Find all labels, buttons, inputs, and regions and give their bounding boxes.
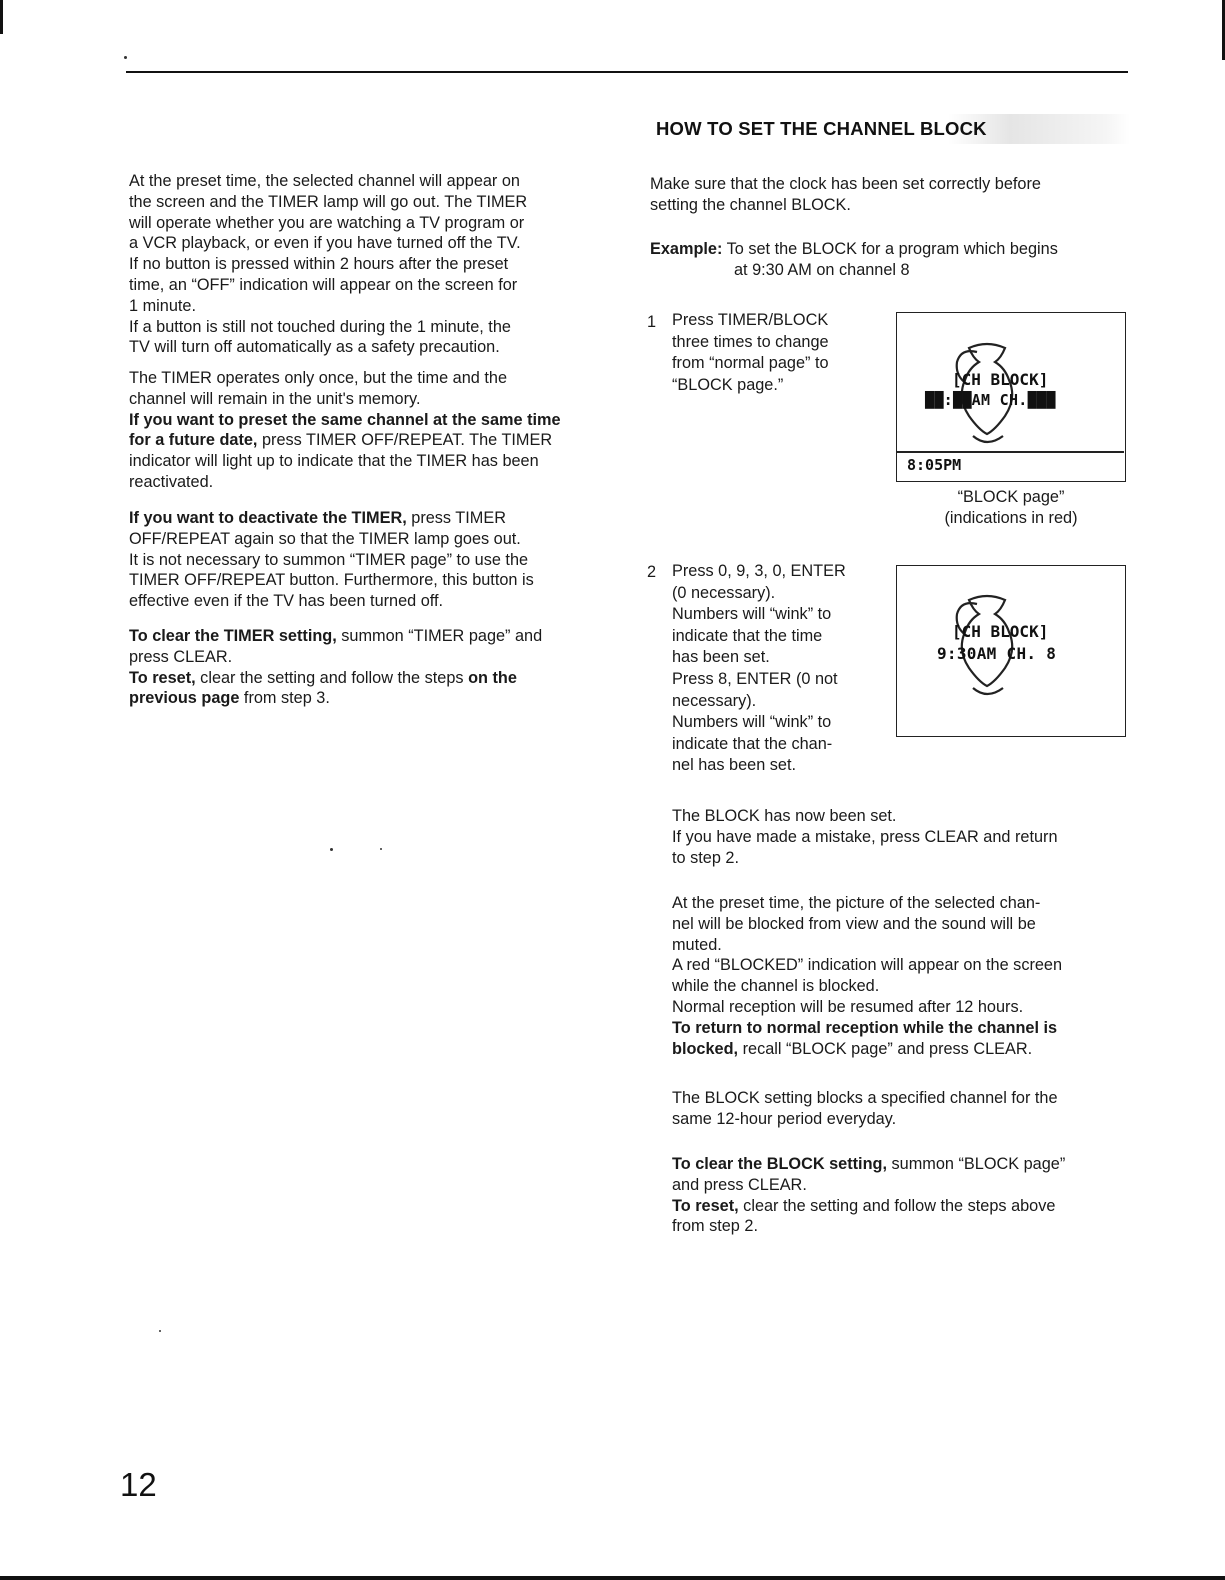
text-line: the screen and the TIMER lamp will go out. The TIMER	[129, 192, 528, 211]
text-line: Numbers will “wink” to	[672, 605, 832, 624]
section-heading	[650, 114, 1130, 144]
text-line: time, an “OFF” indication will appear on the screen for	[129, 275, 518, 294]
block-preset-paragraph	[672, 893, 1127, 1059]
timer-operation-paragraph	[129, 171, 604, 358]
scan-speck	[380, 848, 382, 850]
text-line: same 12-hour period everyday.	[672, 1109, 897, 1128]
text-span: from step 3.	[239, 689, 330, 708]
footer-rule	[0, 1576, 1225, 1580]
text-line	[672, 1039, 1127, 1060]
text-line: to step 2.	[672, 848, 739, 867]
text-line: nel will be blocked from view and the sound will be	[672, 914, 1036, 933]
text-line: at 9:30 AM on channel 8	[734, 260, 910, 279]
text-line: setting the channel BLOCK.	[650, 195, 851, 214]
screen-title: [CH BLOCK]	[952, 622, 1049, 641]
screen-title: [CH BLOCK]	[952, 370, 1049, 389]
text-line: TV will turn off automatically as a safety precaution.	[129, 338, 500, 357]
text-line: At the preset time, the selected channel will appear on	[129, 172, 520, 190]
text-line: will operate whether you are watching a TV program or	[129, 213, 525, 232]
text-line: Press 0, 9, 3, 0, ENTER	[672, 562, 846, 580]
text-span: summon “TIMER page” and	[336, 627, 543, 645]
text-line: Make sure that the clock has been set correctly before	[650, 175, 1041, 193]
section-heading-text: HOW TO SET THE CHANNEL BLOCK	[656, 118, 987, 139]
text-span: clear the setting and follow the steps	[195, 668, 469, 687]
text-line: channel will remain in the unit's memory.	[129, 389, 421, 408]
caption-line: “BLOCK page”	[957, 488, 1065, 506]
bold-phrase: To reset,	[129, 668, 196, 687]
text-line: Press 8, ENTER (0 not	[672, 669, 838, 688]
text-line: indicate that the time	[672, 626, 823, 645]
text-line: nel has been set.	[672, 756, 797, 775]
text-line: 1 minute.	[129, 296, 196, 315]
text-line: Press TIMER/BLOCK	[672, 311, 829, 329]
text-line	[129, 626, 604, 647]
step2-instructions	[672, 561, 882, 777]
text-line	[129, 430, 604, 451]
scan-speck	[330, 848, 333, 851]
bold-phrase: To clear the TIMER setting,	[129, 627, 337, 645]
text-line: The BLOCK has now been set.	[672, 807, 897, 825]
scan-speck	[124, 56, 127, 59]
block-period-paragraph	[672, 1088, 1127, 1130]
text-span: To set the BLOCK for a program which begins	[722, 240, 1058, 258]
text-line: Numbers will “wink” to	[672, 713, 832, 732]
text-line: reactivated.	[129, 472, 214, 491]
text-span: clear the setting and follow the steps above	[738, 1196, 1056, 1215]
bold-phrase: on the	[468, 668, 517, 687]
page-number: 12	[120, 1466, 157, 1503]
text-line	[129, 668, 604, 689]
text-line-bold: To return to normal reception while the channel is	[672, 1018, 1058, 1037]
text-span: recall “BLOCK page” and press CLEAR.	[738, 1039, 1033, 1058]
scan-speck	[159, 1330, 161, 1332]
text-line: a VCR playback, or even if you have turned off the TV.	[129, 234, 521, 253]
text-line: (0 necessary).	[672, 583, 776, 602]
text-line: press CLEAR.	[129, 647, 233, 666]
example-label: Example:	[650, 240, 723, 258]
caption-line: (indications in red)	[944, 509, 1078, 527]
text-line: effective even if the TV has been turned off.	[129, 592, 444, 611]
text-line	[672, 1196, 1127, 1217]
text-line	[129, 508, 604, 529]
timer-clear-paragraph	[129, 626, 604, 709]
text-line: indicator will light up to indicate that the TIMER has been	[129, 452, 539, 471]
block-set-screen	[896, 565, 1126, 737]
text-line: If no button is pressed within 2 hours after the preset	[129, 255, 509, 274]
text-span: press TIMER OFF/REPEAT. The TIMER	[257, 431, 553, 450]
text-line: OFF/REPEAT again so that the TIMER lamp goes out.	[129, 529, 521, 548]
text-line: TIMER OFF/REPEAT button. Furthermore, this button is	[129, 571, 534, 590]
text-line: muted.	[672, 935, 722, 954]
timer-deactivate-paragraph	[129, 508, 604, 612]
bold-phrase: If you want to deactivate the TIMER,	[129, 509, 407, 527]
text-line: from step 2.	[672, 1217, 758, 1236]
screen-time-channel: ██:██AM CH.███	[925, 391, 1056, 409]
block-set-paragraph	[672, 806, 1127, 868]
step-number: 1	[647, 313, 657, 331]
text-line: It is not necessary to summon “TIMER page” to use the	[129, 550, 529, 569]
header-rule	[126, 71, 1128, 73]
text-line: necessary).	[672, 691, 757, 710]
text-line: indicate that the chan-	[672, 734, 833, 753]
timer-repeat-paragraph	[129, 368, 604, 493]
block-intro-paragraph	[650, 174, 1125, 216]
example-paragraph	[650, 239, 1125, 281]
text-line: and press CLEAR.	[672, 1175, 807, 1194]
bold-phrase: previous page	[129, 689, 240, 708]
bold-phrase: To reset,	[672, 1196, 739, 1215]
text-line: has been set.	[672, 648, 770, 667]
text-line: “BLOCK page.”	[672, 375, 784, 394]
text-line: Normal reception will be resumed after 12 hours.	[672, 997, 1024, 1016]
bold-phrase: for a future date,	[129, 431, 258, 450]
text-line	[129, 688, 604, 709]
text-line: from “normal page” to	[672, 354, 829, 373]
text-span: press TIMER	[406, 509, 506, 527]
text-line: At the preset time, the picture of the selected chan-	[672, 894, 1041, 912]
screen-divider	[897, 451, 1124, 453]
block-page-screen	[896, 312, 1126, 482]
step-number: 2	[647, 563, 657, 581]
step1-instructions	[672, 310, 882, 396]
text-line: If you have made a mistake, press CLEAR and return	[672, 827, 1058, 846]
text-span: summon “BLOCK page”	[887, 1155, 1066, 1173]
text-line	[672, 1154, 1127, 1175]
text-line: The TIMER operates only once, but the time and the	[129, 369, 507, 387]
bold-phrase: To clear the BLOCK setting,	[672, 1155, 887, 1173]
bold-phrase: blocked,	[672, 1039, 739, 1058]
block-clear-paragraph	[672, 1154, 1127, 1237]
text-line	[650, 239, 1125, 260]
screen-caption	[896, 487, 1126, 529]
screen-time-channel: 9:30AM CH. 8	[937, 644, 1057, 663]
text-line-bold: If you want to preset the same channel at the same time	[129, 410, 561, 429]
text-line: A red “BLOCKED” indication will appear on the screen	[672, 956, 1063, 975]
text-line: The BLOCK setting blocks a specified channel for the	[672, 1089, 1058, 1107]
text-line: while the channel is blocked.	[672, 977, 880, 996]
screen-clock: 8:05PM	[907, 456, 962, 474]
text-line: three times to change	[672, 332, 829, 351]
page-edge-left	[0, 0, 3, 34]
text-line: If a button is still not touched during the 1 minute, the	[129, 317, 511, 336]
